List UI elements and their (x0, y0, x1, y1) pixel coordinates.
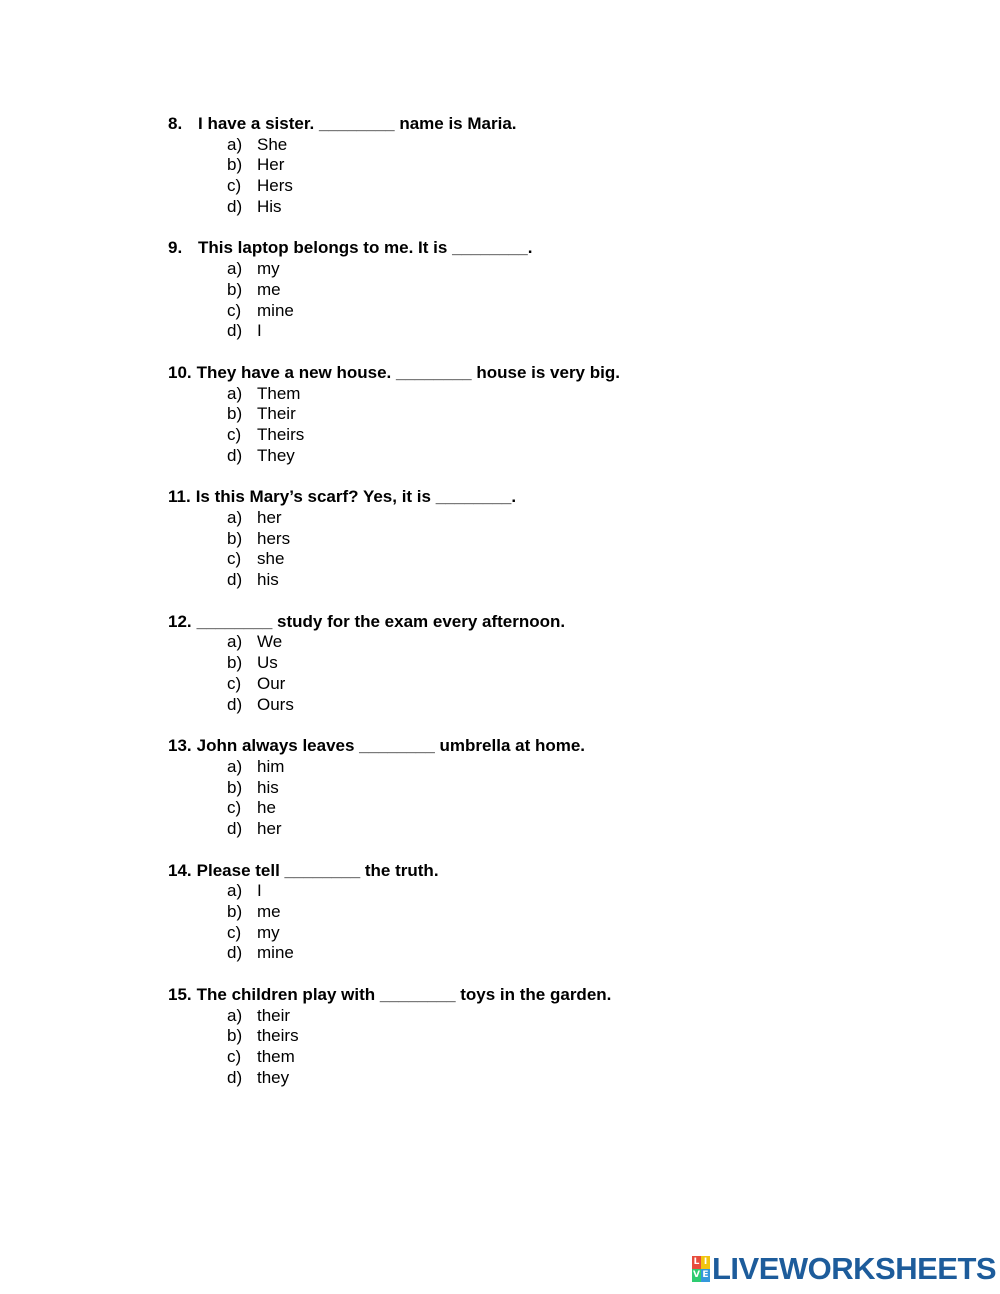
option-text: my (257, 922, 280, 942)
option-letter: a) (227, 508, 243, 527)
option-letter: a) (227, 881, 243, 901)
option-letter: d) (227, 570, 243, 590)
option-letter: b) (227, 777, 243, 797)
option-b[interactable] (168, 778, 868, 799)
question-list (168, 114, 868, 1110)
option-text: they (257, 1067, 290, 1087)
option-b[interactable] (168, 902, 868, 923)
option-letter: a) (227, 632, 243, 652)
question-number: 9. (168, 238, 183, 258)
option-a[interactable] (168, 1006, 868, 1027)
option-d[interactable] (168, 446, 868, 467)
option-text: them (257, 1047, 295, 1067)
option-b[interactable] (168, 653, 868, 674)
option-d[interactable] (168, 943, 868, 964)
option-b[interactable] (168, 155, 868, 176)
option-letter: c) (227, 798, 242, 818)
logo-square-e: E (702, 1270, 709, 1280)
option-list (168, 1006, 868, 1089)
question-prompt: They have a new house. ________ house is very big. (196, 362, 620, 382)
option-text: theirs (257, 1026, 299, 1046)
question-9 (168, 238, 868, 341)
option-d[interactable] (168, 1068, 868, 1089)
option-letter: c) (227, 673, 242, 693)
question-prompt: This laptop belongs to me. It is ________. (198, 238, 533, 258)
question-number: 15. (168, 985, 192, 1005)
question-prompt: Please tell ________ the truth. (196, 860, 439, 880)
option-letter: b) (227, 528, 243, 548)
logo-square-i: I (701, 1256, 710, 1269)
option-text: mine (257, 300, 294, 320)
option-letter: c) (227, 1047, 242, 1067)
option-a[interactable] (168, 135, 868, 156)
option-list (168, 135, 868, 218)
option-list (168, 632, 868, 715)
option-text: she (257, 549, 285, 569)
option-text: Theirs (257, 424, 305, 444)
option-b[interactable] (168, 529, 868, 550)
option-text: Her (257, 155, 285, 175)
option-d[interactable] (168, 197, 868, 218)
option-d[interactable] (168, 321, 868, 342)
question-number: 8. (168, 114, 183, 133)
option-b[interactable] (168, 1026, 868, 1047)
logo-square-l: L (693, 1257, 700, 1267)
option-letter: b) (227, 155, 243, 175)
option-a[interactable] (168, 757, 868, 778)
option-b[interactable] (168, 280, 868, 301)
option-text: his (257, 777, 279, 797)
option-d[interactable] (168, 570, 868, 591)
option-letter: d) (227, 1067, 243, 1087)
question-prompt: Is this Mary’s scarf? Yes, it is ________. (195, 487, 517, 507)
option-letter: c) (227, 176, 242, 196)
question-text (168, 861, 868, 882)
option-text: Ours (257, 694, 294, 714)
option-letter: c) (227, 549, 242, 569)
option-letter: d) (227, 196, 243, 216)
option-c[interactable] (168, 176, 868, 197)
question-prompt: I have a sister. ________ name is Maria. (198, 114, 517, 133)
question-prompt: ________ study for the exam every afternoon. (196, 611, 566, 631)
option-text: Them (257, 383, 301, 403)
question-text (168, 736, 868, 757)
option-letter: c) (227, 424, 242, 444)
option-letter: d) (227, 694, 243, 714)
question-8 (168, 114, 868, 217)
question-text (168, 612, 868, 633)
option-text: her (257, 818, 282, 838)
option-text: hers (257, 528, 291, 548)
question-text (168, 114, 868, 135)
option-letter: a) (227, 383, 243, 403)
option-letter: d) (227, 818, 243, 838)
option-text: I (257, 881, 262, 901)
option-d[interactable] (168, 695, 868, 716)
question-text (168, 985, 868, 1006)
option-letter: c) (227, 300, 242, 320)
liveworksheets-logo-icon (692, 1256, 710, 1282)
option-letter: b) (227, 902, 243, 921)
option-text: mine (257, 943, 294, 963)
option-letter: d) (227, 943, 243, 963)
option-list (168, 881, 868, 964)
option-list (168, 384, 868, 467)
option-letter: b) (227, 653, 243, 673)
question-10 (168, 363, 868, 466)
option-c[interactable] (168, 674, 868, 695)
option-text: Us (257, 653, 278, 673)
option-c[interactable] (168, 425, 868, 446)
option-text: my (257, 259, 280, 279)
option-c[interactable] (168, 923, 868, 944)
option-letter: b) (227, 404, 243, 424)
option-list (168, 508, 868, 591)
option-c[interactable] (168, 1047, 868, 1068)
question-11 (168, 487, 868, 590)
question-text (168, 487, 868, 508)
option-c[interactable] (168, 549, 868, 570)
option-a[interactable] (168, 881, 868, 902)
option-letter: a) (227, 1005, 243, 1025)
option-text: They (257, 445, 295, 465)
option-text: Our (257, 673, 286, 693)
logo-wordmark: LIVEWORKSHEETS (712, 1251, 997, 1286)
question-15 (168, 985, 868, 1088)
option-text: me (257, 902, 281, 921)
option-a[interactable] (168, 508, 868, 529)
option-a[interactable] (168, 632, 868, 653)
option-letter: a) (227, 134, 243, 154)
option-list (168, 757, 868, 840)
option-text: he (257, 798, 276, 818)
option-text: We (257, 632, 283, 652)
question-number: 10. (168, 362, 192, 382)
liveworksheets-logo (692, 1251, 997, 1286)
question-prompt: John always leaves ________ umbrella at home. (196, 736, 586, 756)
option-c[interactable] (168, 798, 868, 819)
option-letter: d) (227, 321, 243, 341)
option-letter: a) (227, 259, 243, 279)
option-text: him (257, 756, 285, 776)
option-a[interactable] (168, 259, 868, 280)
option-b[interactable] (168, 404, 868, 425)
option-c[interactable] (168, 301, 868, 322)
option-letter: d) (227, 445, 243, 465)
option-text: her (257, 508, 282, 527)
question-12 (168, 612, 868, 715)
question-number: 13. (168, 736, 192, 756)
question-number: 11. (168, 487, 191, 507)
option-letter: b) (227, 1026, 243, 1046)
option-text: Hers (257, 176, 293, 196)
option-text: their (257, 1005, 291, 1025)
option-text: Their (257, 404, 296, 424)
option-list (168, 259, 868, 342)
option-text: His (257, 196, 282, 216)
option-d[interactable] (168, 819, 868, 840)
question-text (168, 238, 868, 259)
option-text: his (257, 570, 279, 590)
question-text (168, 363, 868, 384)
question-number: 12. (168, 611, 192, 631)
option-a[interactable] (168, 384, 868, 405)
question-number: 14. (168, 860, 192, 880)
option-letter: a) (227, 756, 243, 776)
option-letter: c) (227, 922, 242, 942)
option-text: me (257, 279, 281, 299)
logo-square-v: V (693, 1270, 700, 1280)
option-letter: b) (227, 279, 243, 299)
question-14 (168, 861, 868, 964)
question-13 (168, 736, 868, 839)
option-text: I (257, 321, 262, 341)
question-prompt: The children play with ________ toys in the garden. (196, 985, 612, 1005)
option-text: She (257, 134, 288, 154)
